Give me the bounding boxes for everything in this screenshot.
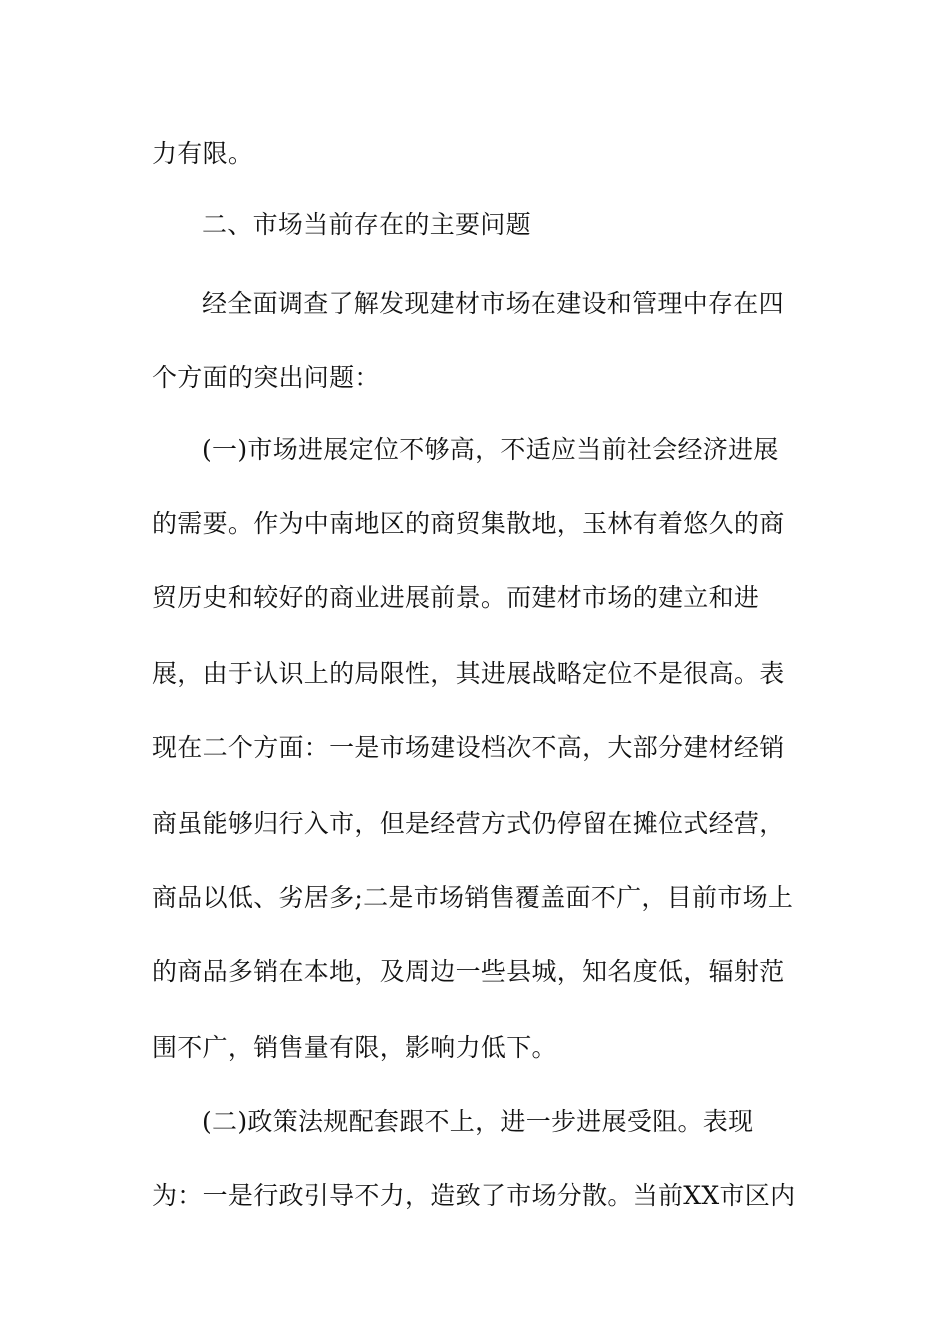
paragraph-line: 力有限。	[152, 139, 254, 168]
subsection-heading: (二)政策法规配套跟不上，进一步进展受阻。表现	[202, 1107, 754, 1136]
paragraph-line: 为：一是行政引导不力，造致了市场分散。当前XX市区内	[152, 1181, 796, 1210]
paragraph-line: 经全面调查了解发现建材市场在建设和管理中存在四	[202, 289, 784, 318]
paragraph-line: 现在二个方面：一是市场建设档次不高，大部分建材经销	[152, 733, 785, 762]
paragraph-line: 商品以低、劣居多;二是市场销售覆盖面不广，目前市场上	[152, 883, 794, 912]
paragraph-line: 贸历史和较好的商业进展前景。而建材市场的建立和进	[152, 583, 760, 612]
paragraph-line: 展，由于认识上的局限性，其进展战略定位不是很高。表	[152, 659, 785, 688]
paragraph-line: 围不广，销售量有限，影响力低下。	[152, 1033, 557, 1062]
section-heading: 二、市场当前存在的主要问题	[202, 210, 531, 239]
paragraph-line: 个方面的突出问题：	[152, 363, 380, 392]
paragraph-line: 的需要。作为中南地区的商贸集散地，玉林有着悠久的商	[152, 509, 785, 538]
subsection-heading: (一)市场进展定位不够高，不适应当前社会经济进展	[202, 435, 779, 464]
paragraph-line: 商虽能够归行入市，但是经营方式仍停留在摊位式经营，	[152, 809, 785, 838]
paragraph-line: 的商品多销在本地，及周边一些县城，知名度低，辐射范	[152, 957, 785, 986]
